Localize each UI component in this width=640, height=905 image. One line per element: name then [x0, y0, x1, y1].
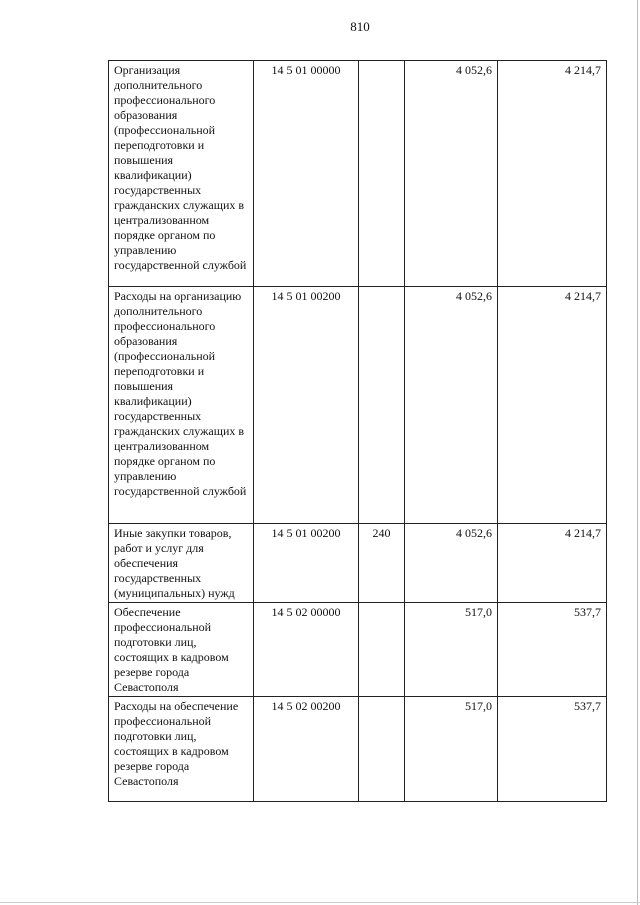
row-code-cell: 14 5 01 00200 [254, 524, 359, 603]
row-value-1-cell: 4 052,6 [405, 524, 498, 603]
page-number: 810 [350, 19, 370, 34]
row-type-cell [359, 61, 405, 287]
row-value-2-cell: 537,7 [498, 697, 607, 802]
row-code-cell: 14 5 01 00000 [254, 61, 359, 287]
row-type-cell [359, 697, 405, 802]
row-value-2-cell: 537,7 [498, 603, 607, 697]
row-type-cell: 240 [359, 524, 405, 603]
row-value-1-cell: 4 052,6 [405, 61, 498, 287]
row-name-cell: Расходы на организацию дополнительного профессионального образования (профессиональной переподготовки и повышения квалификации) государственных гражданских служащих в централизованном порядке органом по управлению государственной службой [109, 287, 254, 524]
row-name-cell: Расходы на обеспечение профессиональной подготовки лиц, состоящих в кадровом резерве города Севастополя [109, 697, 254, 802]
row-code-cell: 14 5 01 00200 [254, 287, 359, 524]
table-row [109, 287, 607, 524]
row-type-cell [359, 603, 405, 697]
table-row [109, 524, 607, 603]
row-value-1-cell: 4 052,6 [405, 287, 498, 524]
row-value-1-cell: 517,0 [405, 697, 498, 802]
row-value-2-cell: 4 214,7 [498, 287, 607, 524]
row-value-2-cell: 4 214,7 [498, 524, 607, 603]
row-code-cell: 14 5 02 00000 [254, 603, 359, 697]
row-name-cell: Обеспечение профессиональной подготовки лиц, состоящих в кадровом резерве города Севастополя [109, 603, 254, 697]
row-value-2-cell: 4 214,7 [498, 61, 607, 287]
scan-edge-right [637, 0, 638, 905]
table-row [109, 697, 607, 802]
row-code-cell: 14 5 02 00200 [254, 697, 359, 802]
scan-edge-bottom [0, 902, 640, 903]
row-value-1-cell: 517,0 [405, 603, 498, 697]
row-type-cell [359, 287, 405, 524]
row-name-cell: Организация дополнительного профессионального образования (профессиональной переподготовки и повышения квалификации) государственных гражданских служащих в централизованном порядке органом по управлению государственной службой [109, 61, 254, 287]
table-row [109, 61, 607, 287]
row-name-cell: Иные закупки товаров, работ и услуг для обеспечения государственных (муниципальных) нужд [109, 524, 254, 603]
table-row [109, 603, 607, 697]
budget-table [108, 60, 607, 802]
